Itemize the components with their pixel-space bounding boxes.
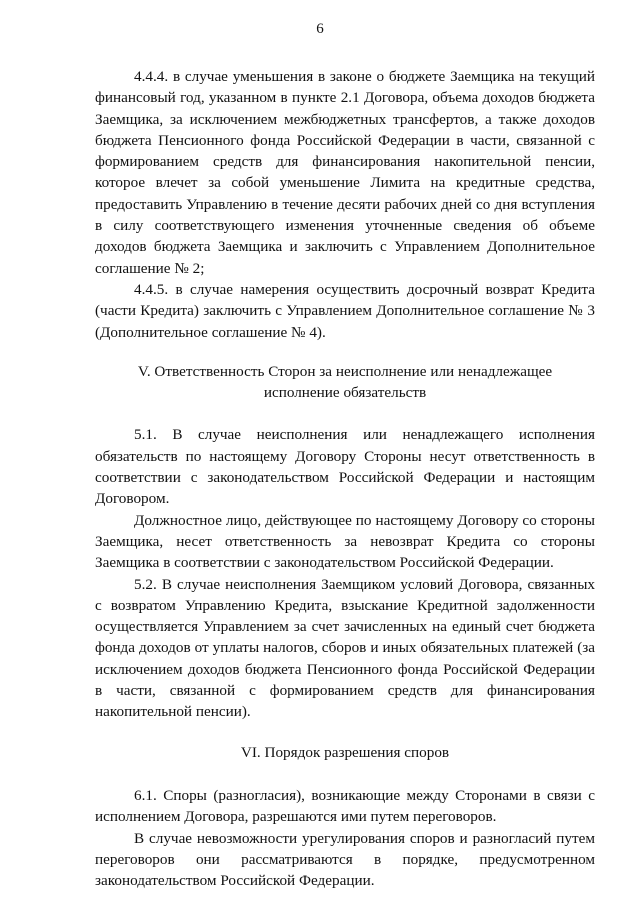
section-5-title-line-2: исполнение обязательств: [263, 384, 427, 402]
spacer: [95, 403, 595, 424]
section-5-heading: [95, 361, 595, 404]
document-body: [95, 66, 595, 891]
paragraph-5-1: 5.1. В случае неисполнения или ненадлежащего исполнения обязательств по настоящему Договору Стороны несут ответственность в соответствии с законодательством Российской Федерации и настоящим Договором.: [95, 426, 595, 508]
paragraph-official-responsibility: Должностное лицо, действующее по настоящему Договору со стороны Заемщика, несет ответственность за невозврат Кредита со стороны Заемщика в соответствии с законодательством Российской Федерации.: [95, 511, 595, 572]
section-5-title-line-1: V. Ответственность Сторон за неисполнение или ненадлежащее: [137, 362, 553, 380]
page-number: 6: [316, 21, 324, 37]
paragraph-4-4-4: 4.4.4. в случае уменьшения в законе о бюджете Заемщика на текущий финансовый год, указанном в пункте 2.1 Договора, объема доходов бюджета Заемщика, за исключением межбюджетных трансфертов, а также доходов бюджета Пенсионного фонда Российской Федерации в части, связанной с формированием средств для финансирования накопительной пенсии, которое влечет за собой уменьшение Лимита на кредитные средства, предоставить Управлению в течение десяти рабочих дней со дня вступления в силу соответствующего изменения уточненные сведения об объеме доходов бюджета Заемщика и заключить с Управлением Дополнительное соглашение № 2;: [95, 68, 595, 277]
paragraph-5-2: 5.2. В случае неисполнения Заемщиком условий Договора, связанных с возвратом Управлению Кредита, взыскание Кредитной задолженности осуществляется Управлением за счет зачисленных на единый счет бюджета фонда доходов от уплаты налогов, сборов и иных обязательных платежей (за исключением доходов бюджета Пенсионного фонда Российской Федерации в части, связанной с формированием средств для финансирования накопительной пенсии).: [95, 575, 595, 721]
spacer: [95, 723, 595, 742]
paragraph-dispute-resolution: В случае невозможности урегулирования споров и разногласий путем переговоров они рассматриваются в порядке, предусмотренном законодательством Российской Федерации.: [95, 829, 595, 890]
section-6-title: VI. Порядок разрешения споров: [240, 743, 450, 761]
paragraph-4-4-5: 4.4.5. в случае намерения осуществить досрочный возврат Кредита (части Кредита) заключить с Управлением Дополнительное соглашение № 3 (Дополнительное соглашение № 4).: [95, 280, 595, 341]
paragraph-6-1: 6.1. Споры (разногласия), возникающие между Сторонами в связи с исполнением Договора, разрешаются ими путем переговоров.: [95, 786, 595, 826]
spacer: [95, 763, 595, 785]
spacer: [95, 343, 595, 361]
